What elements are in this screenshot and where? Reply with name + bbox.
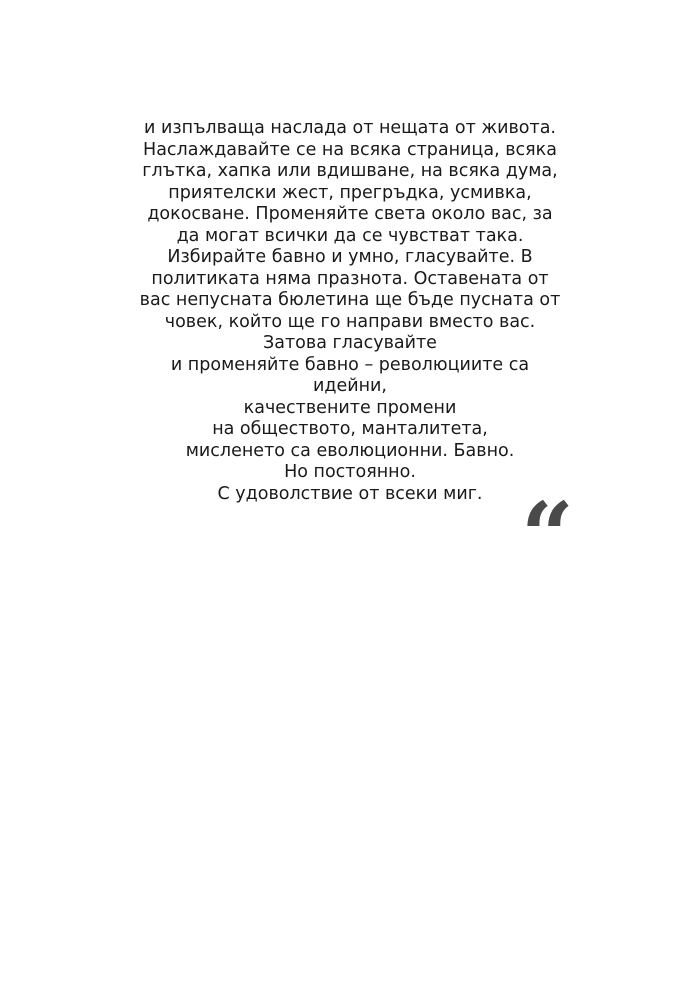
text-line: Затова гласувайте [263,333,437,353]
text-line: глътка, хапка или вдишване, на всяка дума, [142,161,558,181]
text-line: Наслаждавайте се на всяка страница, всяка [143,139,557,160]
poem-text-block [100,118,600,505]
text-line: вас непусната бюлетина ще бъде пусната от [139,290,561,310]
text-line: Избирайте бавно и умно, гласувайте. В [167,247,533,267]
text-line: да могат всички да се чувстват така. [176,225,524,246]
text-line: идейни, [313,376,387,396]
text-line: приятелски жест, прегръдка, усмивка, [168,182,532,203]
text-line: на обществото, манталитета, [212,419,488,439]
text-line: С удоволствие от всеки миг. [217,483,483,504]
text-line: и променяйте бавно – революциите са [170,354,530,375]
text-line: качествените промени [243,397,457,418]
text-line: докосване. Променяйте света около вас, за [147,204,553,224]
text-line: Но постоянно. [284,462,416,482]
text-line: човек, който ще го направи вместо вас. [164,311,536,332]
closing-quote-icon: “ [521,482,568,590]
text-line: политиката няма празнота. Оставената от [151,268,549,289]
text-line: мисленето са еволюционни. Бавно. [185,440,515,461]
text-line: и изпълваща наслада от нещата от живота. [144,118,556,138]
